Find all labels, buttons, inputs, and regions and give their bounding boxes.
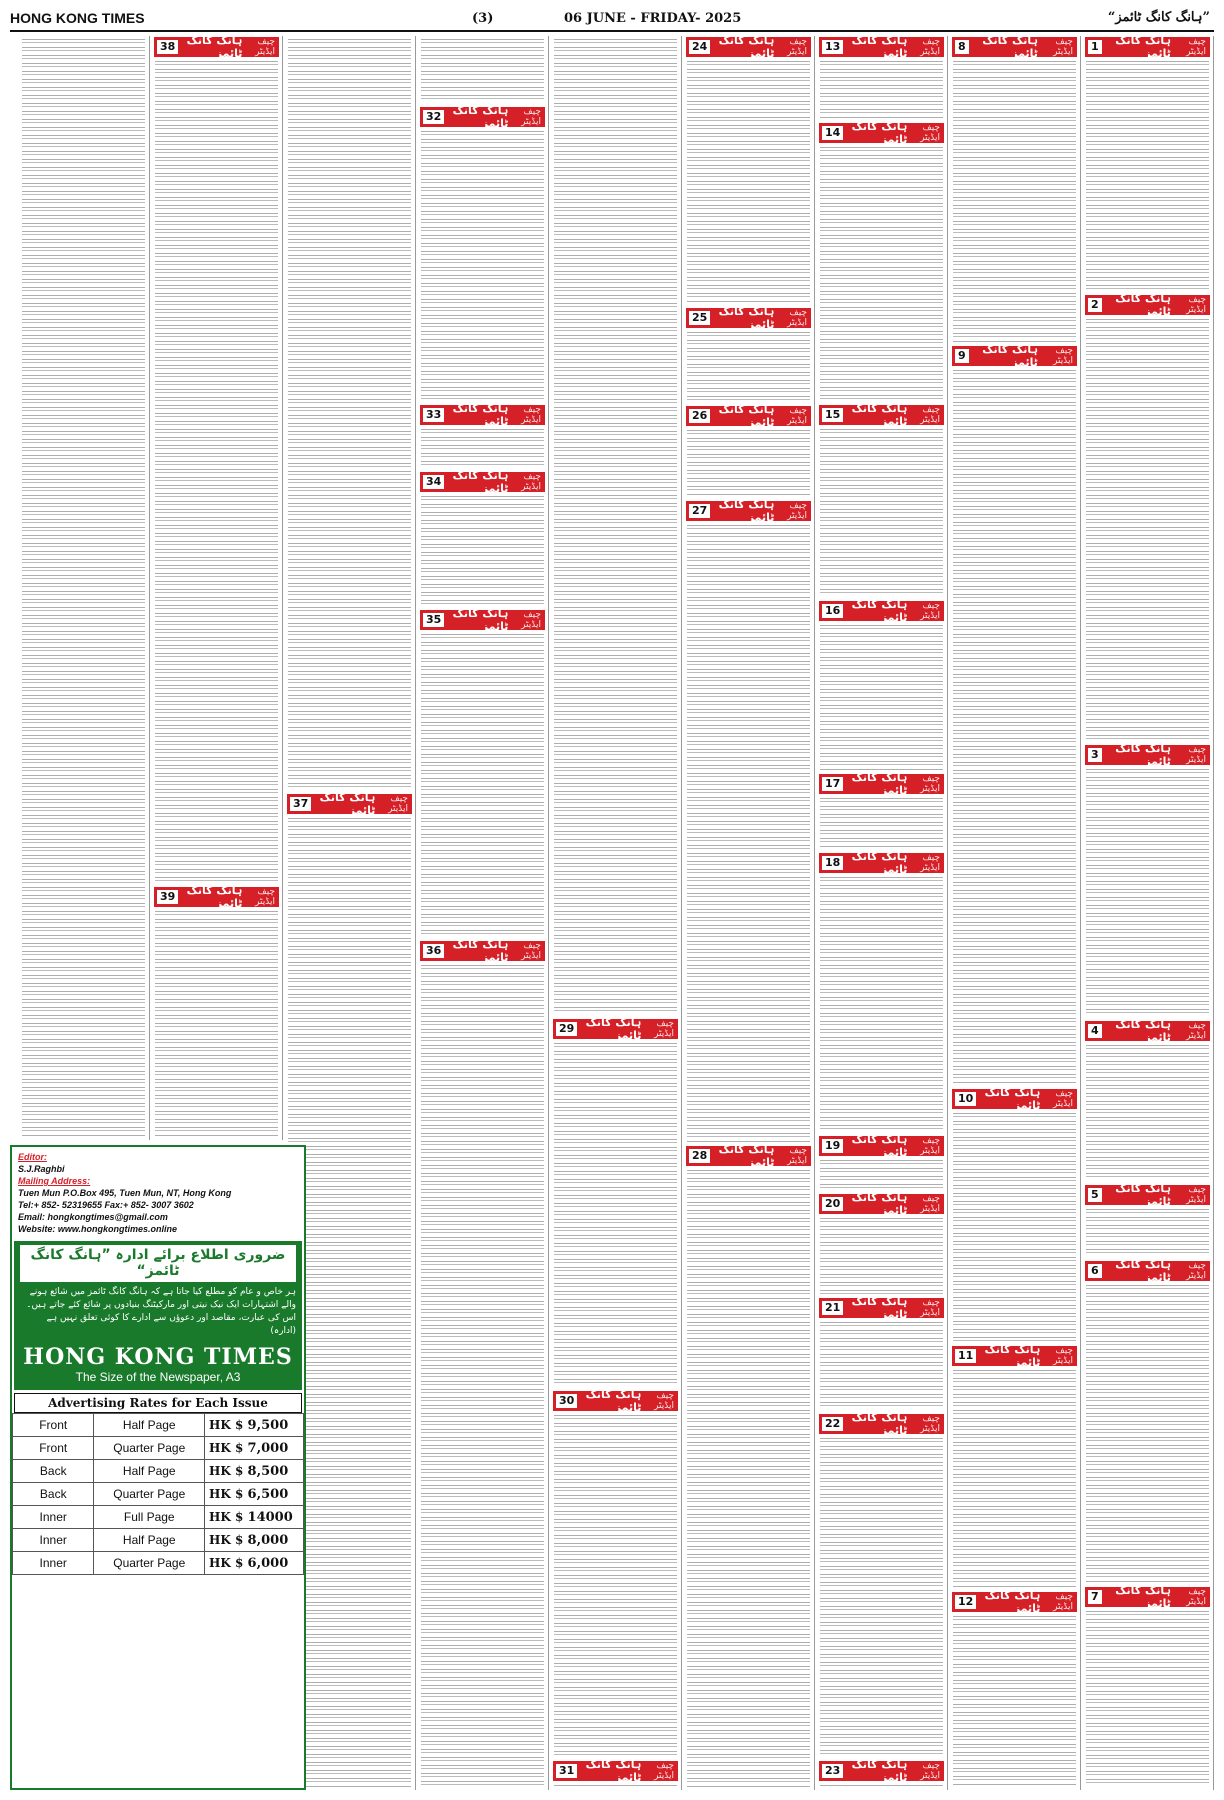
series-label: ہانگ کانگ ٹائمز xyxy=(718,34,775,60)
article-number: 14 xyxy=(822,126,843,140)
series-prefix: چیف ایڈیٹر xyxy=(654,1391,674,1411)
article-number: 27 xyxy=(689,504,710,518)
rate-price xyxy=(205,1460,304,1483)
article-body-text xyxy=(687,1170,810,1787)
series-label: ہانگ کانگ ٹائمز xyxy=(851,771,908,797)
article-body-text xyxy=(421,965,544,1787)
series-label: ہانگ کانگ ٹائمز xyxy=(186,34,243,60)
news-column xyxy=(684,36,815,1790)
series-label: ہانگ کانگ ٹائمز xyxy=(1115,1018,1171,1044)
article-number: 21 xyxy=(822,1301,843,1315)
series-prefix: چیف ایڈیٹر xyxy=(920,1414,940,1434)
rate-row xyxy=(13,1552,304,1575)
series-prefix: چیف ایڈیٹر xyxy=(920,1194,940,1214)
rate-currency: HK $ xyxy=(209,1486,244,1501)
rate-position: Back xyxy=(13,1460,94,1483)
rate-size: Quarter Page xyxy=(94,1552,205,1575)
article-body-text xyxy=(1086,1285,1209,1583)
article-body-text xyxy=(820,798,943,849)
news-column xyxy=(19,36,150,1140)
rate-currency: HK $ xyxy=(209,1463,244,1478)
article-body-text xyxy=(1086,61,1209,291)
rate-price xyxy=(205,1414,304,1437)
series-prefix: چیف ایڈیٹر xyxy=(255,37,275,57)
article-number: 1 xyxy=(1088,40,1102,54)
article-body-text xyxy=(1086,769,1209,1017)
rate-row xyxy=(13,1506,304,1529)
article-body-text xyxy=(687,430,810,497)
rate-size: Half Page xyxy=(94,1529,205,1552)
series-label: ہانگ کانگ ٹائمز xyxy=(851,1295,908,1321)
article-number: 19 xyxy=(822,1139,843,1153)
rate-amount: 6,000 xyxy=(247,1555,289,1571)
article-body-text xyxy=(820,625,943,770)
series-prefix: چیف ایڈیٹر xyxy=(1053,1592,1073,1612)
rate-position: Inner xyxy=(13,1506,94,1529)
article-body-text xyxy=(421,634,544,937)
article-body-text xyxy=(1086,1045,1209,1181)
rate-position: Front xyxy=(13,1437,94,1460)
article-number: 29 xyxy=(556,1022,577,1036)
article-header-bar xyxy=(952,343,1077,369)
rate-row xyxy=(13,1460,304,1483)
article-body-text xyxy=(820,429,943,597)
article-body-text xyxy=(820,1218,943,1294)
article-body-text xyxy=(820,1322,943,1410)
article-body-text xyxy=(554,39,677,1015)
series-label: ہانگ کانگ ٹائمز xyxy=(851,1133,908,1159)
series-prefix: چیف ایڈیٹر xyxy=(920,774,940,794)
article-header-bar xyxy=(819,1133,944,1159)
series-prefix: چیف ایڈیٹر xyxy=(521,610,541,630)
article-body-text xyxy=(155,61,278,883)
series-prefix: چیف ایڈیٹر xyxy=(1186,1185,1206,1205)
series-label: ہانگ کانگ ٹائمز xyxy=(452,938,509,964)
article-header-bar xyxy=(1085,1018,1210,1044)
rate-currency: HK $ xyxy=(209,1440,244,1455)
article-number: 8 xyxy=(955,40,969,54)
article-number: 38 xyxy=(157,40,178,54)
series-label: ہانگ کانگ ٹائمز xyxy=(452,402,509,428)
article-header-bar xyxy=(154,34,279,60)
article-body-text xyxy=(155,911,278,1137)
series-label: ہانگ کانگ ٹائمز xyxy=(452,607,509,633)
article-header-bar xyxy=(1085,1258,1210,1284)
article-body-text xyxy=(421,39,544,103)
ad-rates-title: Advertising Rates for Each Issue xyxy=(14,1393,302,1413)
rate-position: Back xyxy=(13,1483,94,1506)
series-label: ہانگ کانگ ٹائمز xyxy=(718,498,775,524)
article-header-bar xyxy=(420,402,545,428)
rate-amount: 8,000 xyxy=(247,1532,289,1548)
tel-fax: Tel:+ 852- 52319655 Fax:+ 852- 3007 3602 xyxy=(18,1200,194,1210)
article-number: 34 xyxy=(423,475,444,489)
article-header-bar xyxy=(686,498,811,524)
series-prefix: چیف ایڈیٹر xyxy=(1186,1587,1206,1607)
article-body-text xyxy=(953,1370,1076,1588)
series-label: ہانگ کانگ ٹائمز xyxy=(984,1086,1041,1112)
series-prefix: چیف ایڈیٹر xyxy=(654,1019,674,1039)
article-number: 37 xyxy=(290,797,311,811)
article-body-text xyxy=(820,1785,943,1787)
series-label: ہانگ کانگ ٹائمز xyxy=(1115,1258,1171,1284)
series-prefix: چیف ایڈیٹر xyxy=(1053,37,1073,57)
series-label: ہانگ کانگ ٹائمز xyxy=(718,403,775,429)
rate-row xyxy=(13,1483,304,1506)
article-header-bar xyxy=(819,402,944,428)
series-prefix: چیف ایڈیٹر xyxy=(787,406,807,426)
article-body-text xyxy=(288,39,411,790)
page-number: (3) xyxy=(472,11,494,26)
series-prefix: چیف ایڈیٹر xyxy=(787,308,807,328)
rate-row xyxy=(13,1437,304,1460)
article-header-bar xyxy=(819,1758,944,1784)
rate-size: Full Page xyxy=(94,1506,205,1529)
series-label: ہانگ کانگ ٹائمز xyxy=(452,104,509,130)
series-prefix: چیف ایڈیٹر xyxy=(521,405,541,425)
article-body-text xyxy=(22,39,145,1137)
series-prefix: چیف ایڈیٹر xyxy=(255,887,275,907)
article-body-text xyxy=(820,877,943,1132)
article-header-bar xyxy=(553,1388,678,1414)
series-label: ہانگ کانگ ٹائمز xyxy=(585,1758,642,1784)
article-header-bar xyxy=(420,469,545,495)
series-label: ہانگ کانگ ٹائمز xyxy=(851,120,908,146)
rate-price xyxy=(205,1552,304,1575)
article-number: 13 xyxy=(822,40,843,54)
ad-rates-table xyxy=(12,1413,304,1575)
rate-amount: 6,500 xyxy=(247,1486,289,1502)
masthead xyxy=(12,1147,304,1237)
series-prefix: چیف ایڈیٹر xyxy=(1053,346,1073,366)
article-number: 7 xyxy=(1088,1590,1102,1604)
article-header-bar xyxy=(819,1191,944,1217)
news-column xyxy=(152,36,283,1140)
article-number: 15 xyxy=(822,408,843,422)
article-number: 18 xyxy=(822,856,843,870)
rate-amount: 7,000 xyxy=(247,1440,289,1456)
series-label: ہانگ کانگ ٹائمز xyxy=(1115,292,1171,318)
series-prefix: چیف ایڈیٹر xyxy=(1186,1021,1206,1041)
article-number: 20 xyxy=(822,1197,843,1211)
series-label: ہانگ کانگ ٹائمز xyxy=(1115,34,1171,60)
mailing-label: Mailing Address: xyxy=(18,1176,91,1186)
rate-currency: HK $ xyxy=(209,1532,244,1547)
article-body-text xyxy=(820,1160,943,1190)
series-prefix: چیف ایڈیٹر xyxy=(1186,1261,1206,1281)
rate-price xyxy=(205,1483,304,1506)
series-prefix: چیف ایڈیٹر xyxy=(1186,295,1206,315)
article-number: 24 xyxy=(689,40,710,54)
news-column xyxy=(950,36,1081,1790)
article-header-bar xyxy=(1085,1584,1210,1610)
series-prefix: چیف ایڈیٹر xyxy=(1186,745,1206,765)
rate-currency: HK $ xyxy=(209,1509,244,1524)
email-link[interactable]: hongkongtimes@gmail.com xyxy=(47,1212,168,1222)
article-header-bar xyxy=(1085,1182,1210,1208)
article-header-bar xyxy=(420,938,545,964)
article-body-text xyxy=(953,1113,1076,1342)
series-label: ہانگ کانگ ٹائمز xyxy=(718,305,775,331)
article-number: 22 xyxy=(822,1417,843,1431)
article-header-bar xyxy=(819,598,944,624)
series-prefix: چیف ایڈیٹر xyxy=(521,107,541,127)
article-header-bar xyxy=(287,791,412,817)
series-prefix: چیف ایڈیٹر xyxy=(787,1146,807,1166)
article-number: 9 xyxy=(955,349,969,363)
series-label: ہانگ کانگ ٹائمز xyxy=(982,34,1038,60)
series-prefix: چیف ایڈیٹر xyxy=(920,37,940,57)
rate-size: Half Page xyxy=(94,1460,205,1483)
series-label: ہانگ کانگ ٹائمز xyxy=(851,850,908,876)
article-header-bar xyxy=(952,34,1077,60)
mailing-address: Tuen Mun P.O.Box 495, Tuen Mun, NT, Hong Kong xyxy=(18,1188,232,1198)
email-label: Email: xyxy=(18,1212,46,1222)
series-prefix: چیف ایڈیٹر xyxy=(1053,1346,1073,1366)
article-body-text xyxy=(687,525,810,1142)
article-body-text xyxy=(687,332,810,402)
article-header-bar xyxy=(952,1343,1077,1369)
series-label: ہانگ کانگ ٹائمز xyxy=(1115,1584,1171,1610)
article-header-bar xyxy=(154,884,279,910)
article-header-bar xyxy=(1085,742,1210,768)
article-body-text xyxy=(820,1438,943,1757)
rate-size: Half Page xyxy=(94,1414,205,1437)
series-prefix: چیف ایڈیٹر xyxy=(920,853,940,873)
rate-position: Inner xyxy=(13,1529,94,1552)
news-column xyxy=(817,36,948,1790)
article-body-text xyxy=(421,429,544,468)
article-number: 33 xyxy=(423,408,444,422)
article-number: 25 xyxy=(689,311,710,325)
article-body-text xyxy=(421,131,544,401)
series-label: ہانگ کانگ ٹائمز xyxy=(851,402,908,428)
article-body-text xyxy=(554,1785,677,1787)
article-header-bar xyxy=(686,1143,811,1169)
article-header-bar xyxy=(952,1589,1077,1615)
series-prefix: چیف ایڈیٹر xyxy=(654,1761,674,1781)
series-prefix: چیف ایڈیٹر xyxy=(920,1298,940,1318)
series-label: ہانگ کانگ ٹائمز xyxy=(851,1411,908,1437)
rate-currency: HK $ xyxy=(209,1555,244,1570)
rate-size: Quarter Page xyxy=(94,1483,205,1506)
article-header-bar xyxy=(553,1016,678,1042)
series-label: ہانگ کانگ ٹائمز xyxy=(1115,742,1171,768)
publication-name: HONG KONG TIMES xyxy=(10,10,145,26)
urdu-title: ”ہانگ کانگ ٹائمز“ xyxy=(1107,10,1210,25)
rate-row xyxy=(13,1529,304,1552)
series-prefix: چیف ایڈیٹر xyxy=(787,37,807,57)
series-label: ہانگ کانگ ٹائمز xyxy=(984,1343,1041,1369)
article-body-text xyxy=(820,147,943,401)
article-header-bar xyxy=(819,120,944,146)
news-column xyxy=(418,36,549,1790)
series-prefix: چیف ایڈیٹر xyxy=(920,1761,940,1781)
article-number: 12 xyxy=(955,1595,976,1609)
article-number: 31 xyxy=(556,1764,577,1778)
article-header-bar xyxy=(1085,292,1210,318)
article-number: 26 xyxy=(689,409,710,423)
article-number: 17 xyxy=(822,777,843,791)
series-label: ہانگ کانگ ٹائمز xyxy=(851,598,908,624)
article-body-text xyxy=(820,61,943,119)
rate-position: Front xyxy=(13,1414,94,1437)
article-number: 30 xyxy=(556,1394,577,1408)
article-number: 4 xyxy=(1088,1024,1102,1038)
series-prefix: چیف ایڈیٹر xyxy=(1186,37,1206,57)
series-label: ہانگ کانگ ٹائمز xyxy=(982,343,1038,369)
article-body-text xyxy=(953,370,1076,1085)
article-body-text xyxy=(288,818,411,1787)
rate-position: Inner xyxy=(13,1552,94,1575)
article-number: 23 xyxy=(822,1764,843,1778)
article-body-text xyxy=(1086,1611,1209,1787)
article-body-text xyxy=(953,61,1076,342)
series-label: ہانگ کانگ ٹائمز xyxy=(1115,1182,1171,1208)
rate-row xyxy=(13,1414,304,1437)
series-prefix: چیف ایڈیٹر xyxy=(920,601,940,621)
news-column xyxy=(551,36,682,1790)
article-number: 16 xyxy=(822,604,843,618)
article-body-text xyxy=(1086,319,1209,741)
article-number: 3 xyxy=(1088,748,1102,762)
article-header-bar xyxy=(952,1086,1077,1112)
article-body-text xyxy=(554,1415,677,1757)
article-header-bar xyxy=(420,104,545,130)
notice-box xyxy=(14,1241,302,1390)
article-header-bar xyxy=(1085,34,1210,60)
news-column xyxy=(1083,36,1214,1790)
article-header-bar xyxy=(686,403,811,429)
article-header-bar xyxy=(819,1295,944,1321)
editor-label: Editor: xyxy=(18,1152,47,1162)
article-number: 6 xyxy=(1088,1264,1102,1278)
series-prefix: چیف ایڈیٹر xyxy=(920,123,940,143)
series-label: ہانگ کانگ ٹائمز xyxy=(452,469,509,495)
article-header-bar xyxy=(819,850,944,876)
series-prefix: چیف ایڈیٹر xyxy=(1053,1089,1073,1109)
series-prefix: چیف ایڈیٹر xyxy=(388,794,408,814)
notice-body: ہر خاص و عام کو مطلع کیا جاتا ہے کہ ہانگ کانگ ٹائمز میں شائع ہونے والے اشتہارات ایک نیک نیتی اور مارکیٹنگ بنیادوں پر شائع کئے جاتے ہیں۔ اس کی عبارت، مقاصد اور دعوؤں سے ادارے کا کوئی تعلق نہیں ہے (ادارہ) xyxy=(26,1287,296,1336)
notice-title: ضروری اطلاع برائے ادارہ ”ہانگ کانگ ٹائمز“ xyxy=(20,1245,296,1282)
article-number: 28 xyxy=(689,1149,710,1163)
article-number: 5 xyxy=(1088,1188,1102,1202)
article-body-text xyxy=(554,1043,677,1387)
series-label: ہانگ کانگ ٹائمز xyxy=(718,1143,775,1169)
article-body-text xyxy=(421,496,544,606)
series-prefix: چیف ایڈیٹر xyxy=(521,941,541,961)
article-number: 32 xyxy=(423,110,444,124)
article-body-text xyxy=(687,61,810,304)
rate-amount: 9,500 xyxy=(247,1417,289,1433)
series-prefix: چیف ایڈیٹر xyxy=(787,501,807,521)
article-header-bar xyxy=(553,1758,678,1784)
brand-logo-text: HONG KONG TIMES xyxy=(23,1344,293,1370)
article-header-bar xyxy=(686,34,811,60)
article-header-bar xyxy=(819,34,944,60)
series-prefix: چیف ایڈیٹر xyxy=(521,472,541,492)
page-header xyxy=(10,8,1214,32)
rate-price xyxy=(205,1506,304,1529)
series-label: ہانگ کانگ ٹائمز xyxy=(851,1758,908,1784)
article-header-bar xyxy=(420,607,545,633)
date-line: 06 JUNE - FRIDAY- 2025 xyxy=(564,11,742,26)
series-label: ہانگ کانگ ٹائمز xyxy=(851,1191,908,1217)
series-prefix: چیف ایڈیٹر xyxy=(920,1136,940,1156)
series-label: ہانگ کانگ ٹائمز xyxy=(851,34,908,60)
rate-amount: 14000 xyxy=(247,1509,293,1525)
article-number: 39 xyxy=(157,890,178,904)
article-header-bar xyxy=(819,771,944,797)
article-number: 11 xyxy=(955,1349,976,1363)
article-number: 10 xyxy=(955,1092,976,1106)
series-label: ہانگ کانگ ٹائمز xyxy=(984,1589,1041,1615)
article-number: 2 xyxy=(1088,298,1102,312)
article-header-bar xyxy=(686,305,811,331)
article-number: 35 xyxy=(423,613,444,627)
rate-currency: HK $ xyxy=(209,1417,244,1432)
series-label: ہانگ کانگ ٹائمز xyxy=(585,1016,642,1042)
series-label: ہانگ کانگ ٹائمز xyxy=(585,1388,642,1414)
info-box xyxy=(10,1145,306,1790)
rate-amount: 8,500 xyxy=(247,1463,289,1479)
article-body-text xyxy=(1086,1209,1209,1257)
brand-tagline: The Size of the Newspaper, A3 xyxy=(75,1370,241,1384)
article-header-bar xyxy=(819,1411,944,1437)
series-label: ہانگ کانگ ٹائمز xyxy=(319,791,376,817)
series-prefix: چیف ایڈیٹر xyxy=(920,405,940,425)
rate-price xyxy=(205,1437,304,1460)
website-label: Website: xyxy=(18,1224,56,1234)
website-link[interactable]: www.hongkongtimes.online xyxy=(57,1224,178,1234)
article-body-text xyxy=(953,1616,1076,1787)
rate-price xyxy=(205,1529,304,1552)
editor-name: S.J.Raghbi xyxy=(18,1164,65,1174)
rate-size: Quarter Page xyxy=(94,1437,205,1460)
series-label: ہانگ کانگ ٹائمز xyxy=(186,884,243,910)
article-number: 36 xyxy=(423,944,444,958)
